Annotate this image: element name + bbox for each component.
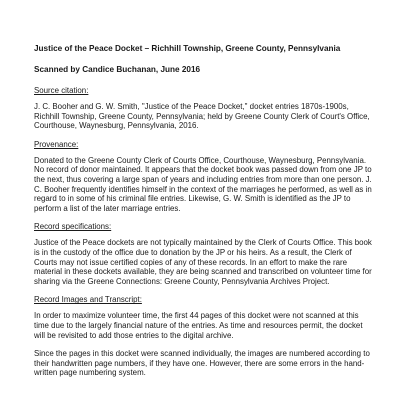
section-heading: Provenance: — [34, 139, 79, 149]
section-heading: Source citation: — [34, 86, 89, 95]
section-source-citation — [34, 86, 374, 131]
section-paragraph: Justice of the Peace dockets are not typically maintained by the Clerk of Courts Office. This book is in the custody of the office due to donation by the JP or his heirs. As a result, the Clerk of Courts may not issue certified copies of any of these records. In an effort to make the rare material in these dockets available, they are being scanned and transcribed on volunteer time for sharing via the Greene Connections: Greene County, Pennsylvania Archives Project. — [34, 238, 372, 286]
section-paragraph: Since the pages in this docket were scanned individually, the images are numbered according to their handwritten page numbers, if they have one. However, there are some errors in the hand-written page numbering system. — [34, 349, 370, 378]
section-record-images-transcript — [34, 295, 374, 378]
section-heading: Record specifications: — [34, 222, 112, 232]
section-provenance — [34, 140, 374, 214]
section-paragraph: Donated to the Greene County Clerk of Courts Office, Courthouse, Waynesburg, Pennsylvania. No record of donor maintained. It appears that the docket book was passed down from one JP to the next, thus covering a large span of years and including entries from more than one person. J. C. Booher frequently identifies himself in the context of the marriages he performed, as well as in regard to in some of his criminal file entries. Likewise, G. W. Smith is identified as the JP to perform a list of the later marriage entries. — [34, 155, 372, 213]
section-paragraph: In order to maximize volunteer time, the first 44 pages of this docket were not scanned at this time due to the largely financial nature of the entries. As time and resources permit, the docket will be revisited to add those entries to the digital archive. — [34, 311, 363, 340]
section-paragraph: J. C. Booher and G. W. Smith, "Justice of the Peace Docket," docket entries 1870s-1900s, Richhill Township, Greene County, Pennsylvania; held by Greene County Clerk of Court's Office, Courthouse, Waynesburg, Pennsylvania, 2016. — [34, 102, 370, 131]
section-heading: Record Images and Transcript: — [34, 295, 142, 305]
document-title: Justice of the Peace Docket – Richhill Township, Greene County, Pennsylvania — [34, 44, 341, 53]
document-byline: Scanned by Candice Buchanan, June 2016 — [34, 65, 201, 74]
section-record-specifications — [34, 222, 374, 286]
